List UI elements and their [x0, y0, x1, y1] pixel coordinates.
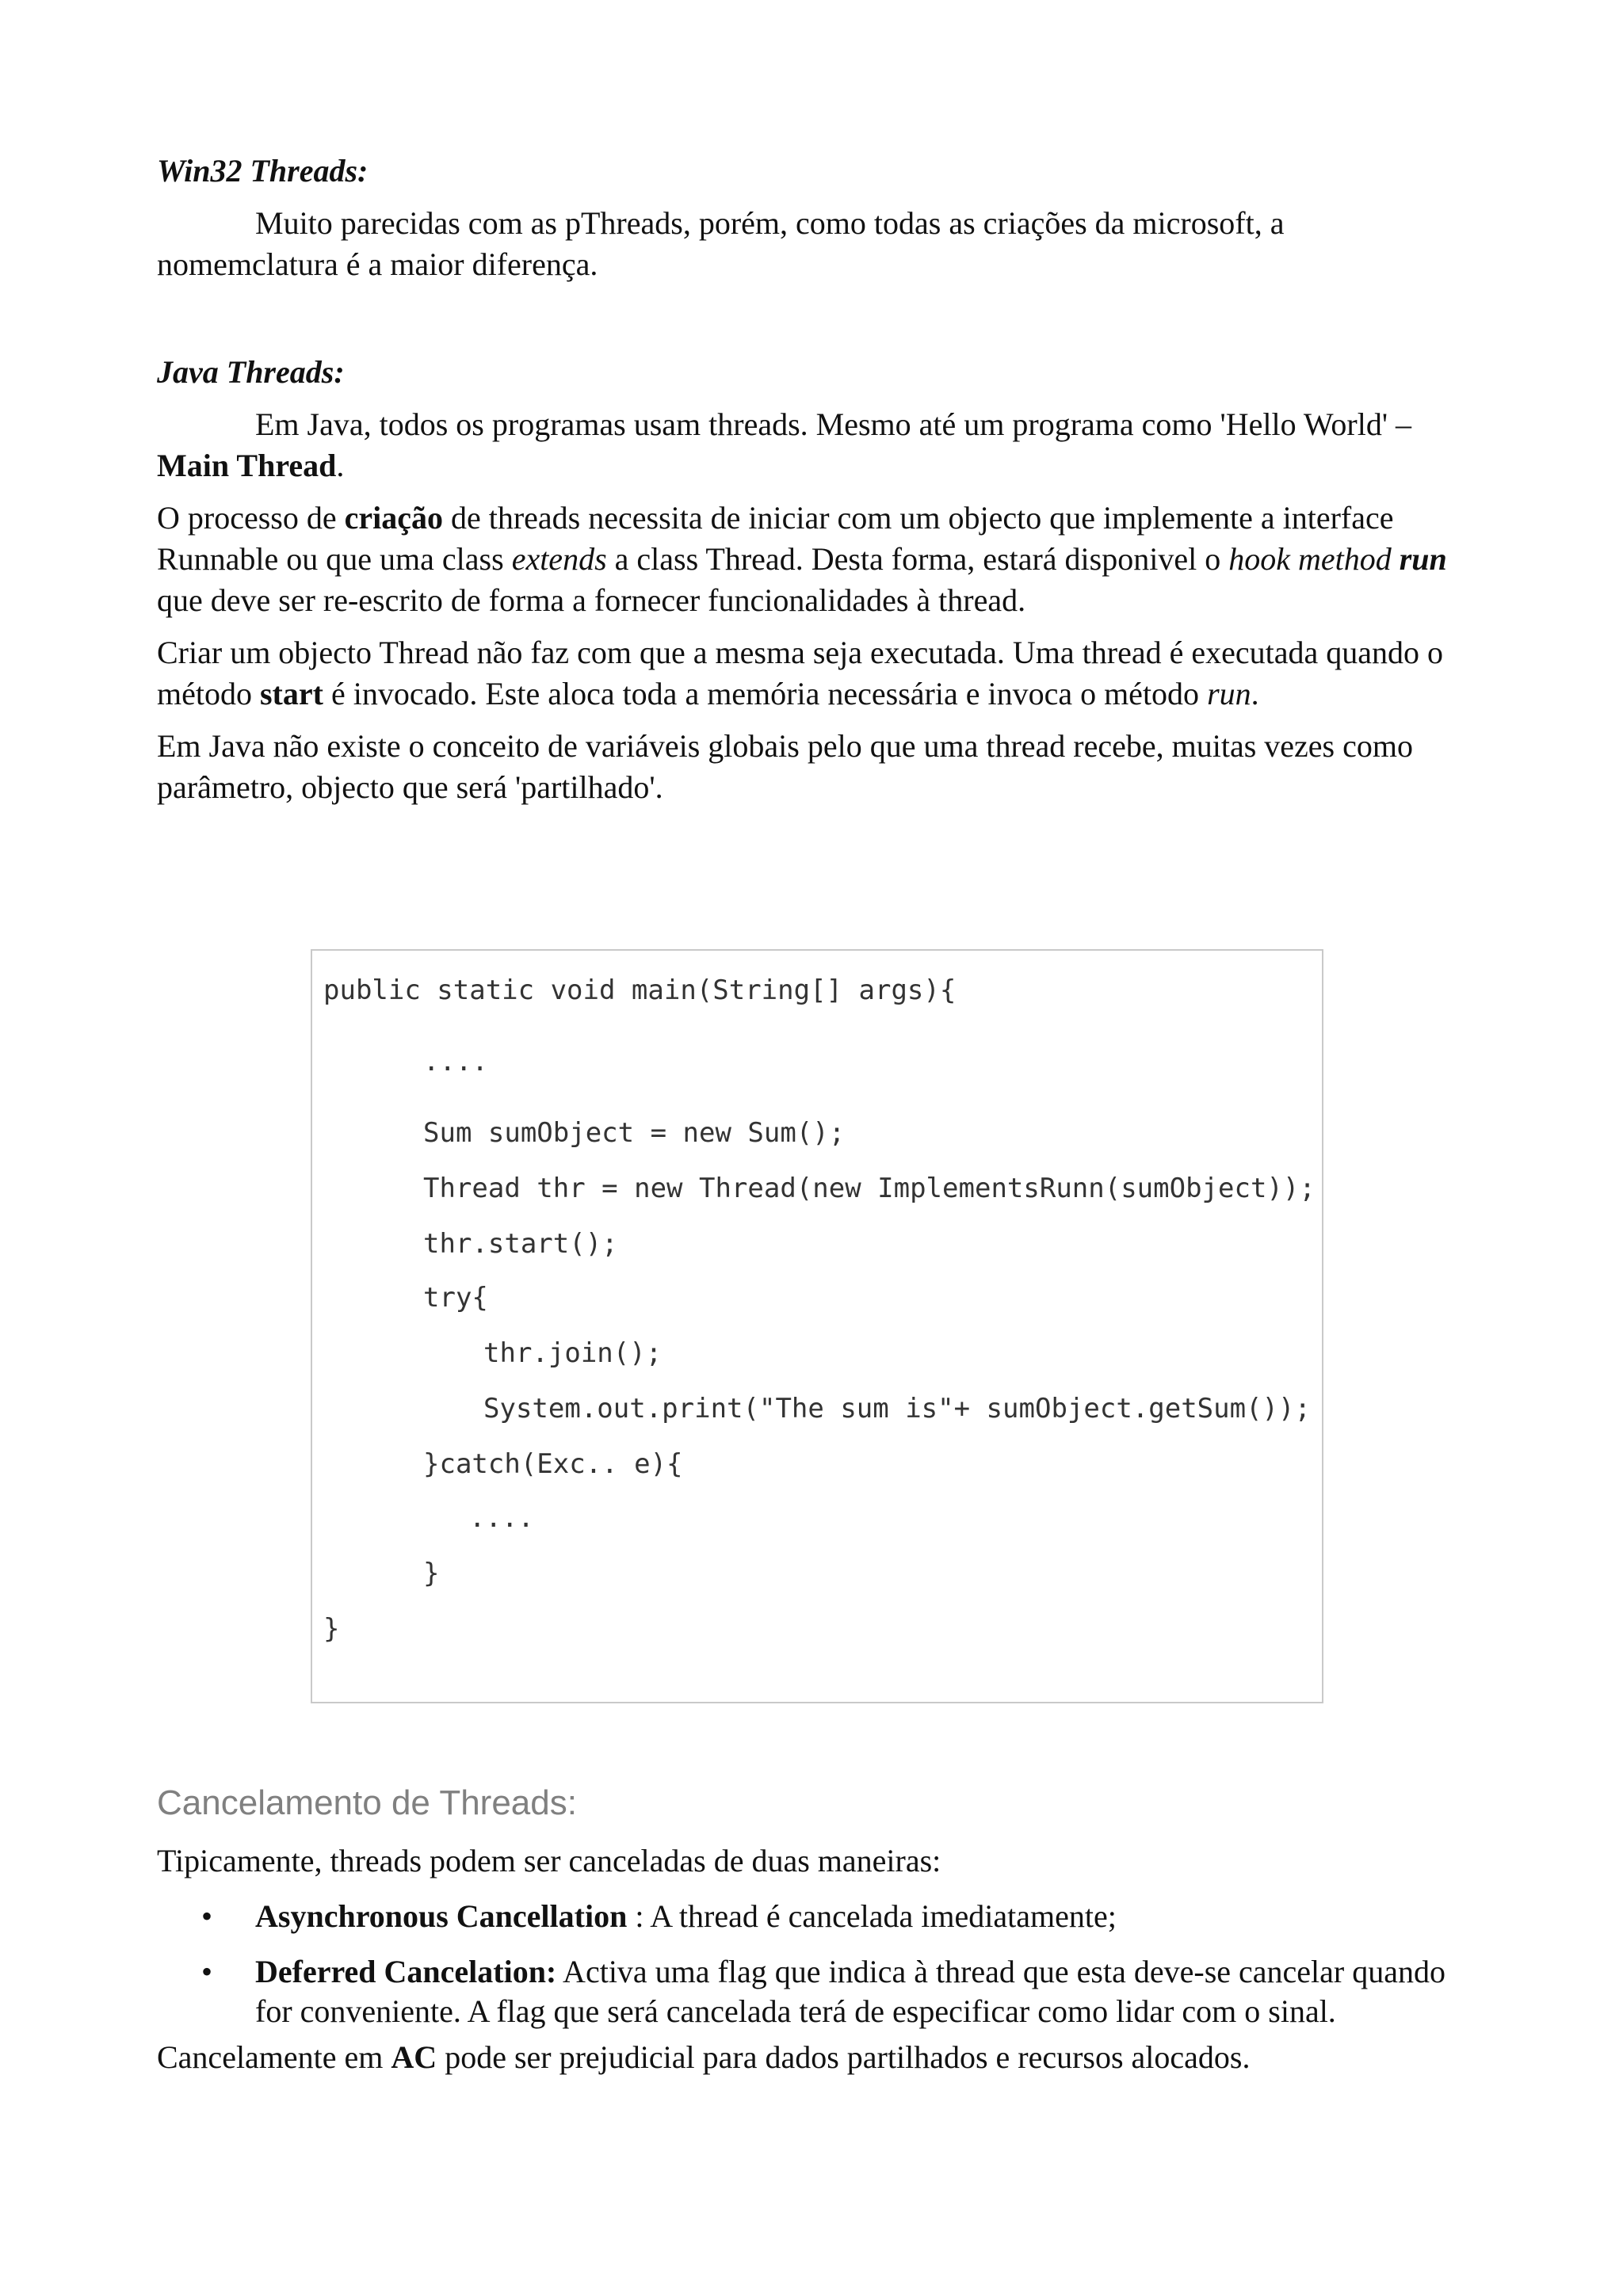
code-line: public static void main(String[] args){ — [323, 974, 957, 1006]
paragraph-cancel-end: Cancelamente em AC pode ser prejudicial para dados partilhados e recursos alocados. — [157, 2039, 1251, 2075]
code-line: Sum sumObject = new Sum(); — [423, 1117, 846, 1149]
code-line: thr.start(); — [423, 1228, 618, 1260]
heading-win32-threads: Win32 Threads: — [157, 153, 369, 189]
cancel-types-list — [157, 1897, 1472, 2031]
bullet-icon: • — [201, 1898, 213, 1934]
paragraph-java-2: O processo de criação de threads necessita de iniciar com um objecto que implemente a interface Runnable ou que uma class extends a class Thread. Desta forma, estará disponivel o hook method run que deve ser re-escrito de forma a fornecer funcionalidades à thread. — [157, 500, 1447, 618]
cancel-section — [157, 1841, 1472, 2077]
paragraph-cancel-intro: Tipicamente, threads podem ser canceladas de duas maneiras: — [157, 1843, 941, 1878]
code-line: .... — [469, 1502, 534, 1534]
code-line: } — [323, 1613, 340, 1645]
code-line: }catch(Exc.. e){ — [423, 1448, 683, 1480]
code-line: System.out.print("The sum is"+ sumObject.getSum()); — [483, 1393, 1311, 1425]
code-block — [311, 949, 1323, 1703]
code-line: thr.join(); — [483, 1337, 663, 1369]
heading-java-threads: Java Threads: — [157, 354, 345, 390]
main-thread-term: Main Thread — [157, 448, 337, 483]
bullet-icon: • — [201, 1954, 213, 1989]
list-item: • Asynchronous Cancellation : A thread é cancelada imediatamente; — [157, 1897, 1472, 1936]
document-body — [157, 151, 1472, 808]
heading-cancelamento-threads: Cancelamento de Threads: — [157, 1783, 577, 1822]
paragraph-win32: Muito parecidas com as pThreads, porém, como todas as criações da microsoft, a nomemclatura é a maior diferença. — [157, 205, 1285, 282]
paragraph-java-4: Em Java não existe o conceito de variáveis globais pelo que uma thread recebe, muitas vezes como parâmetro, objecto que será 'partilhado'. — [157, 728, 1413, 805]
list-item: • Deferred Cancelation: Activa uma flag que indica à thread que esta deve-se cancelar quando for conveniente. A flag que será cancelada terá de especificar como lidar com o sinal. — [201, 1954, 1445, 2029]
paragraph-java-1: Em Java, todos os programas usam threads. Mesmo até um programa como 'Hello World' – Main Thread. — [157, 406, 1412, 483]
code-line: try{ — [423, 1282, 488, 1314]
paragraph-java-3: Criar um objecto Thread não faz com que a mesma seja executada. Uma thread é executada quando o método start é invocado. Este aloca toda a memória necessária e invoca o método run. — [157, 635, 1443, 711]
code-line: .... — [423, 1046, 488, 1077]
code-line: } — [423, 1558, 440, 1589]
code-line: Thread thr = new Thread(new ImplementsRunn(sumObject)); — [423, 1173, 1316, 1204]
